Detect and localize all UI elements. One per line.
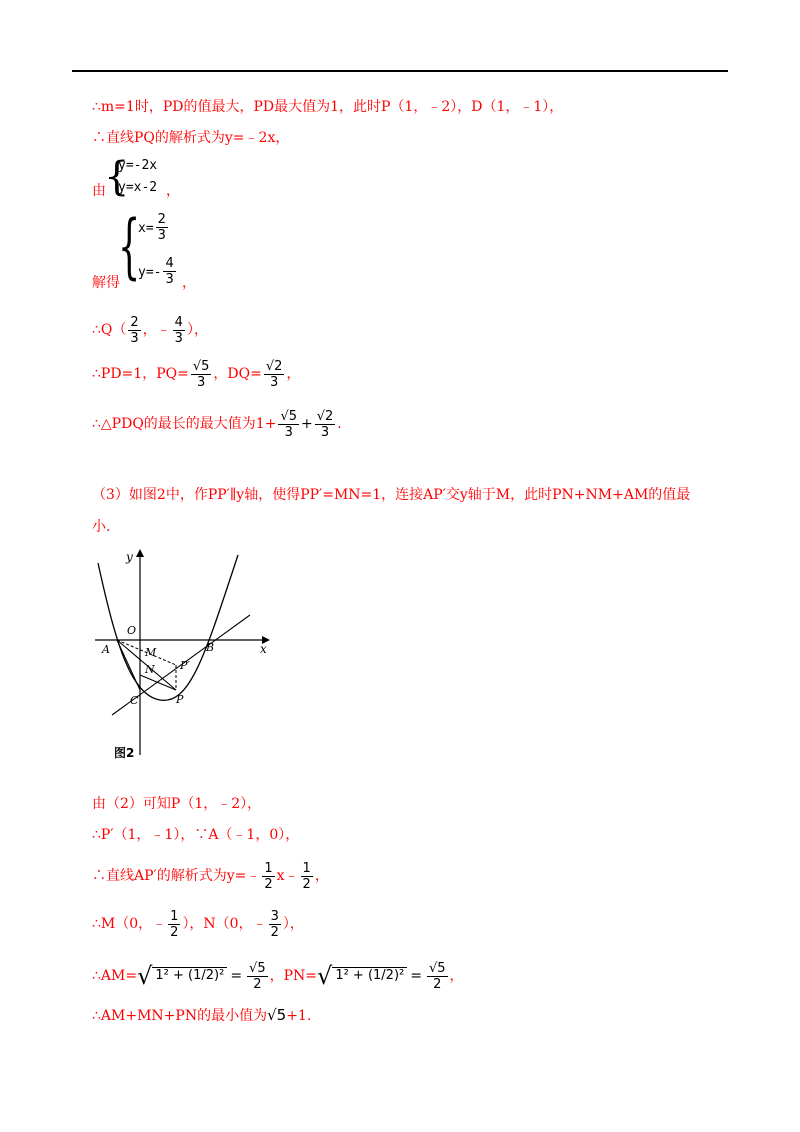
- frac-denominator: 3: [174, 330, 183, 346]
- frac-denominator: 2: [253, 976, 262, 992]
- label-p: P: [176, 693, 184, 706]
- y-axis-arrow: [136, 549, 144, 557]
- frac-denominator: 3: [196, 374, 206, 390]
- system1-eq2: y=x-2: [118, 180, 158, 195]
- frac-denominator: 2: [270, 924, 279, 940]
- am-prefix: ∴AM=: [92, 968, 138, 984]
- r3-prefix: ∴直线AP′的解析式为y=﹣: [92, 868, 261, 884]
- frac-numerator: √2: [265, 358, 283, 374]
- text-r4: [92, 906, 304, 942]
- figure-caption: 图2: [114, 746, 135, 760]
- text-triangle-max: [92, 406, 342, 442]
- pd-prefix: ∴PD=1，PQ=: [92, 366, 189, 382]
- system2-eq2: [138, 256, 178, 287]
- frac-numerator: 2: [130, 314, 139, 330]
- system2-brace: {: [118, 205, 141, 287]
- text-you-prefix: 由: [92, 183, 106, 199]
- label-a: A: [102, 643, 110, 656]
- tri-plus: +: [301, 416, 313, 432]
- text-part3-line1: （3）如图2中，作PP′∥y轴，使得PP′=MN=1，连接AP′交y轴于M，此时PN+NM+AM的值最: [92, 487, 691, 503]
- r3-mid: x﹣: [276, 868, 299, 884]
- label-n: N: [145, 663, 155, 676]
- frac-numerator: √5: [280, 408, 297, 424]
- system2-eq1-left: x=: [138, 221, 154, 236]
- frac-denominator: 2: [264, 876, 273, 892]
- frac-denominator: 3: [284, 424, 293, 440]
- radical-sign-1: √: [137, 962, 153, 990]
- header-rule: [72, 70, 728, 72]
- frac-numerator: 4: [165, 256, 174, 271]
- tri-prefix: ∴△PDQ的最长的最大值为1+: [92, 416, 277, 432]
- q-prefix: ∴Q（: [92, 322, 127, 338]
- frac-numerator: √2: [316, 408, 334, 424]
- tri-frac-1: [278, 409, 299, 440]
- text-line-2: ∴直线PQ的解析式为y=﹣2x，: [92, 130, 290, 146]
- frac-numerator: √5: [192, 358, 210, 374]
- r5-suffix: ，: [449, 968, 464, 984]
- frac-denominator: 3: [320, 424, 330, 440]
- r4-mid: ），N（0，﹣: [182, 916, 267, 932]
- label-m: M: [145, 646, 157, 659]
- label-x: x: [260, 642, 267, 656]
- line-ac: [117, 640, 140, 690]
- tri-suffix: .: [337, 416, 342, 432]
- system1-comma: ，: [166, 183, 180, 199]
- am-radicand: 1² + (1/2)²: [152, 967, 227, 983]
- pn-radicand: 1² + (1/2)²: [332, 967, 407, 983]
- text-r3: [92, 858, 329, 894]
- q-frac-2: [173, 315, 185, 346]
- r6-suffix: +1.: [286, 1008, 312, 1024]
- frac-numerator: 2: [157, 212, 166, 227]
- text-r2: ∴P′（1，﹣1），∵A（﹣1，0），: [92, 827, 300, 843]
- text-r1: 由（2）可知P（1，﹣2），: [92, 796, 262, 812]
- segment-np: [140, 675, 176, 690]
- frac-denominator: 2: [302, 876, 311, 892]
- text-line-1: ∴m=1时，PD的值最大，PD最大值为1，此时P（1，﹣2），D（1，﹣1），: [92, 99, 564, 115]
- label-y: y: [126, 550, 133, 564]
- text-r6: [92, 1006, 311, 1025]
- text-r5: [92, 956, 464, 996]
- text-q-coordinates: [92, 312, 208, 348]
- r6-prefix: ∴AM+MN+PN的最小值为: [92, 1008, 268, 1024]
- r4-suffix: ），: [282, 916, 304, 932]
- pn-prefix: ，PN=: [269, 968, 318, 984]
- label-c: C: [130, 694, 139, 707]
- q-mid: ，﹣: [142, 322, 171, 338]
- text-jiede-prefix: 解得: [92, 275, 120, 291]
- pn-equals: =: [410, 968, 422, 984]
- system2-eq1-frac: [156, 212, 168, 243]
- am-equals: =: [230, 968, 243, 984]
- system2-eq2-left: y=-: [138, 265, 162, 280]
- r4-frac-1: [168, 909, 180, 940]
- r4-frac-2: [269, 909, 281, 940]
- frac-denominator: 2: [170, 924, 179, 940]
- system1-brace: {: [104, 154, 130, 200]
- r3-frac-1: [262, 861, 274, 892]
- q-suffix: ），: [186, 322, 208, 338]
- frac-denominator: 3: [269, 374, 279, 390]
- pd-suffix: ，: [286, 366, 301, 382]
- text-part3-line2: 小.: [92, 519, 111, 535]
- frac-denominator: 3: [130, 330, 139, 346]
- frac-numerator: 1: [170, 908, 179, 924]
- frac-numerator: 3: [270, 908, 279, 924]
- frac-denominator: 2: [433, 976, 442, 992]
- system2-eq2-frac: [163, 256, 175, 287]
- figure-2-graph: [90, 545, 280, 765]
- radical-sign-2: √: [317, 962, 333, 990]
- pn-frac: [427, 961, 448, 992]
- frac-numerator: 4: [174, 314, 183, 330]
- system2-comma: ，: [182, 275, 196, 291]
- label-p-prime: P′: [180, 659, 190, 672]
- text-pd-pq-dq: [92, 356, 300, 392]
- q-frac-1: [128, 315, 140, 346]
- r3-frac-2: [301, 861, 313, 892]
- parabola: [98, 555, 238, 700]
- r4-prefix: ∴M（0，﹣: [92, 916, 167, 932]
- frac-numerator: √5: [249, 960, 266, 976]
- r6-sqrt: √5: [267, 1006, 287, 1024]
- tri-frac-2: [315, 409, 336, 440]
- label-b: B: [206, 641, 215, 654]
- dq-frac: [264, 359, 285, 390]
- pq-frac: [191, 359, 212, 390]
- dq-prefix: ，DQ=: [213, 366, 262, 382]
- frac-denominator: 3: [165, 272, 174, 287]
- frac-numerator: √5: [428, 960, 446, 976]
- system1-eq1: y=-2x: [118, 158, 158, 173]
- frac-numerator: 1: [264, 860, 273, 876]
- system2-eq1: [138, 212, 170, 243]
- r3-suffix: ，: [314, 868, 329, 884]
- frac-numerator: 1: [302, 860, 311, 876]
- frac-denominator: 3: [157, 228, 166, 243]
- am-frac: [247, 961, 268, 992]
- label-o: O: [127, 624, 137, 637]
